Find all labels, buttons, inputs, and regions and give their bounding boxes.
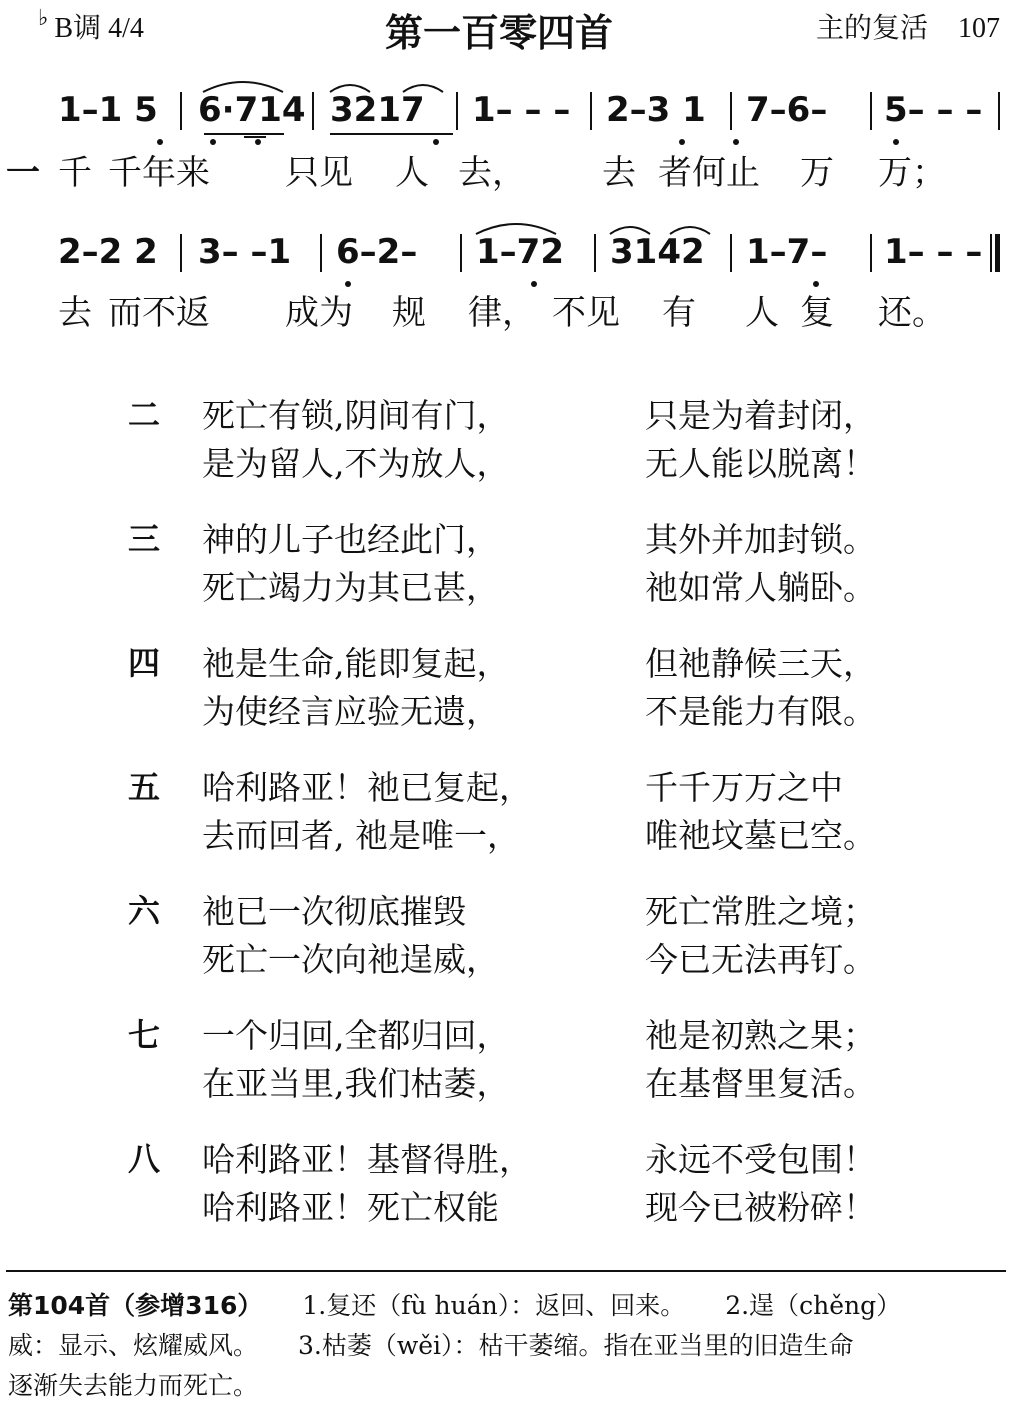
verse-line: 死亡竭力为其已甚， [202,568,499,607]
verse-line: 死亡一次向祂逞威， [202,940,499,979]
footnote-3-start: 3.枯萎（wěi）：枯干萎缩。指在亚当里的旧造生命 [298,1331,854,1360]
page-number: 107 [958,13,1000,44]
verse-line: 死亡常胜之境； [645,892,876,931]
lyric: 人 [395,153,429,193]
measure: 6–2– [336,232,418,272]
barline [590,92,592,130]
verse-line: 一个归回,全都归回， [202,1016,510,1055]
lyric: 还。 [878,293,946,333]
verse-line: 祂已一次彻底摧毁 [202,892,466,931]
barline [180,234,182,272]
lyric: 成为 [285,293,353,333]
measure: 1–7– [746,232,828,272]
verse-number: 六 [128,892,161,930]
verse-number: 五 [128,768,161,806]
measure: 1– – – [472,90,571,130]
measure: 3142 [610,232,705,272]
score-line-2 [58,220,1003,280]
lyric: 万； [878,153,946,193]
verse-line: 为使经言应验无遗， [202,692,499,731]
footnote-1: 1.复还（fù huán）：返回、回来。 [302,1291,686,1320]
score-line-1 [58,78,1003,138]
lyric: 规 [392,293,426,333]
verse-number: 三 [128,520,161,558]
verse-line: 神的儿子也经此门， [202,520,499,559]
barline [870,92,872,130]
lyric: 只见 [285,153,353,193]
lyric: 万 [800,153,834,193]
footnote-divider [6,1270,1006,1272]
flat-symbol: ♭ [38,5,49,30]
verse-line: 哈利路亚！基督得胜， [202,1140,532,1179]
footnote-line-2 [8,1326,1008,1366]
measure: 1– – – [884,232,983,272]
footnote-line-1 [8,1286,1008,1326]
footnotes [8,1286,1008,1406]
verse-line: 哈利路亚！祂已复起， [202,768,532,807]
key-signature [38,6,144,46]
verse-line: 不是能力有限。 [645,692,876,731]
lyric: 去， [458,153,526,193]
verse-line: 其外并加封锁。 [645,520,876,559]
measure: 1–72 [476,232,564,272]
lyric: 复 [800,293,834,333]
verse-line: 去而回者, 祂是唯一， [202,816,520,855]
barline [730,234,732,272]
hymn-title: 第一百零四首 [385,11,614,55]
measure: 7–6– [746,90,828,130]
verse-line: 是为留人,不为放人， [202,444,510,483]
verse-line: 祂是生命,能即复起， [202,644,510,683]
verse-line: 永远不受包围！ [645,1140,876,1179]
barline [312,92,314,130]
lyric: 不见 [552,293,620,333]
verse-line: 唯祂坟墓已空。 [645,816,876,855]
lyric: 去 [602,153,636,193]
verse-line: 只是为着封闭， [645,396,876,435]
barline [320,234,322,272]
barline [870,234,872,272]
verse-line: 祂是初熟之果； [645,1016,876,1055]
barline [730,92,732,130]
lyric: 千 [58,153,92,193]
footnote-line-3 [8,1366,1008,1406]
lyric: 而不返 [108,293,210,333]
lyric: 人 [745,293,779,333]
verse-line: 祂如常人躺卧。 [645,568,876,607]
verse-line: 千千万万之中 [645,768,843,807]
verse-number: 八 [128,1140,161,1178]
measure: 5– – – [884,90,983,130]
lyric: 律， [468,293,536,333]
measure: 2–3 1 [606,90,706,130]
footnote-2-end: 威：显示、炫耀威风。 [8,1331,259,1360]
barline [460,234,462,272]
hymn-topic-area [816,6,1000,46]
verse-line: 无人能以脱离！ [645,444,876,483]
verse-line: 死亡有锁,阴间有门， [202,396,510,435]
verse-line: 在亚当里,我们枯萎， [202,1064,510,1103]
barline [594,234,596,272]
footnote-2-start: 2.逞（chěng） [725,1291,902,1320]
barline [180,92,182,130]
verse-line: 今已无法再钉。 [645,940,876,979]
key-label: B调 4/4 [54,13,144,44]
measure: 3– –1 [198,232,292,272]
footnote-heading: 第104首（参增316） [8,1291,263,1320]
footnote-3-end: 逐渐失去能力而死亡。 [8,1371,259,1400]
barline [998,92,1000,130]
lyric: 去 [58,293,92,333]
barline [456,92,458,130]
measure: 3217 [330,90,425,130]
verse-line: 现今已被粉碎！ [645,1188,876,1227]
verse-line: 但祂静候三天， [645,644,876,683]
final-barline [990,234,1000,272]
lyric: 有 [662,293,696,333]
verse-marker: 一 [6,153,40,193]
verse-number: 七 [128,1016,161,1054]
hymn-topic: 主的复活 [815,11,928,44]
verse-number: 二 [128,396,161,434]
verse-line: 在基督里复活。 [645,1064,876,1103]
verse-line: 哈利路亚！死亡权能 [202,1188,499,1227]
measure: 2–2 2 [58,232,158,272]
lyric: 者何止 [658,153,760,193]
measure: 6·714 [198,90,306,130]
measure: 1–1 5 [58,90,158,130]
lyric: 千年来 [108,153,210,193]
verse-number: 四 [128,644,161,682]
